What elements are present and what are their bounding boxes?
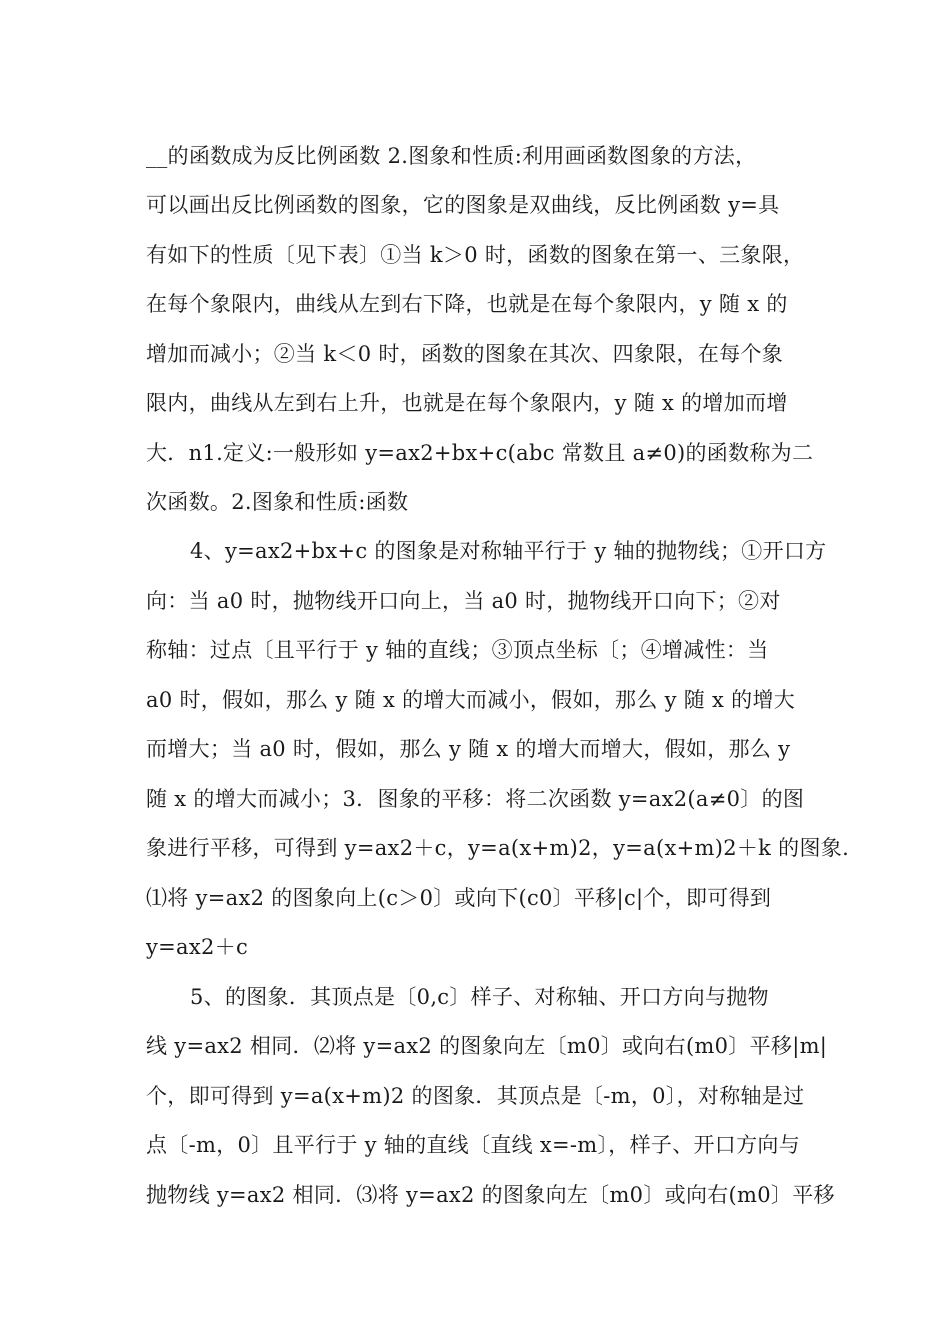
text-line: 大．n1.定义:一般形如 y=ax2+bx+c(abc 常数且 a≠0)的函数称为二 <box>146 441 814 465</box>
text-line: 在每个象限内，曲线从左到右下降，也就是在每个象限内，y 随 x 的 <box>146 292 788 316</box>
text-line: 称轴：过点〔且平行于 y 轴的直线；③顶点坐标〔；④增减性：当 <box>146 638 769 662</box>
text-line: a0 时，假如，那么 y 随 x 的增大而减小，假如，那么 y 随 x 的增大 <box>146 688 796 712</box>
paragraph-start-line: 4、y=ax2+bx+c 的图象是对称轴平行于 y 轴的抛物线；①开口方 <box>190 539 827 563</box>
text-line: __的函数成为反比例函数 2.图象和性质:利用画函数图象的方法， <box>146 144 757 168</box>
text-line: y=ax2＋c <box>146 935 249 959</box>
text-line: 有如下的性质〔见下表〕①当 k＞0 时，函数的图象在第一、三象限， <box>146 243 805 267</box>
text-line: 个，即可得到 y=a(x+m)2 的图象．其顶点是〔-m，0〕，对称轴是过 <box>146 1084 805 1108</box>
text-line: 象进行平移，可得到 y=ax2＋c，y=a(x+m)2，y=a(x+m)2＋k 的图象. <box>146 836 850 860</box>
text-line: 限内，曲线从左到右上升，也就是在每个象限内，y 随 x 的增加而增 <box>146 391 788 415</box>
text-line: 可以画出反比例函数的图象，它的图象是双曲线，反比例函数 y=具 <box>146 193 780 217</box>
text-line: 次函数。2.图象和性质:函数 <box>146 490 409 514</box>
text-line: 抛物线 y=ax2 相同．⑶将 y=ax2 的图象向左〔m0〕或向右(m0〕平移 <box>146 1183 835 1207</box>
text-line: 增加而减小；②当 k＜0 时，函数的图象在其次、四象限，在每个象 <box>146 342 784 366</box>
text-line: 线 y=ax2 相同．⑵将 y=ax2 的图象向左〔m0〕或向右(m0〕平移|m| <box>146 1034 828 1058</box>
text-line: 随 x 的增大而减小；3．图象的平移：将二次函数 y=ax2(a≠0〕的图 <box>146 787 805 811</box>
text-line: ⑴将 y=ax2 的图象向上(c＞0〕或向下(c0〕平移|c|个，即可得到 <box>146 886 772 910</box>
text-line: 点〔-m，0〕且平行于 y 轴的直线〔直线 x=-m〕，样子、开口方向与 <box>146 1133 801 1157</box>
paragraph-start-line: 5、的图象．其顶点是〔0,c〕样子、对称轴、开口方向与抛物 <box>190 985 769 1009</box>
text-line: 而增大；当 a0 时，假如，那么 y 随 x 的增大而增大，假如，那么 y <box>146 737 791 761</box>
text-line: 向：当 a0 时，抛物线开口向上，当 a0 时，抛物线开口向下；②对 <box>146 589 781 613</box>
